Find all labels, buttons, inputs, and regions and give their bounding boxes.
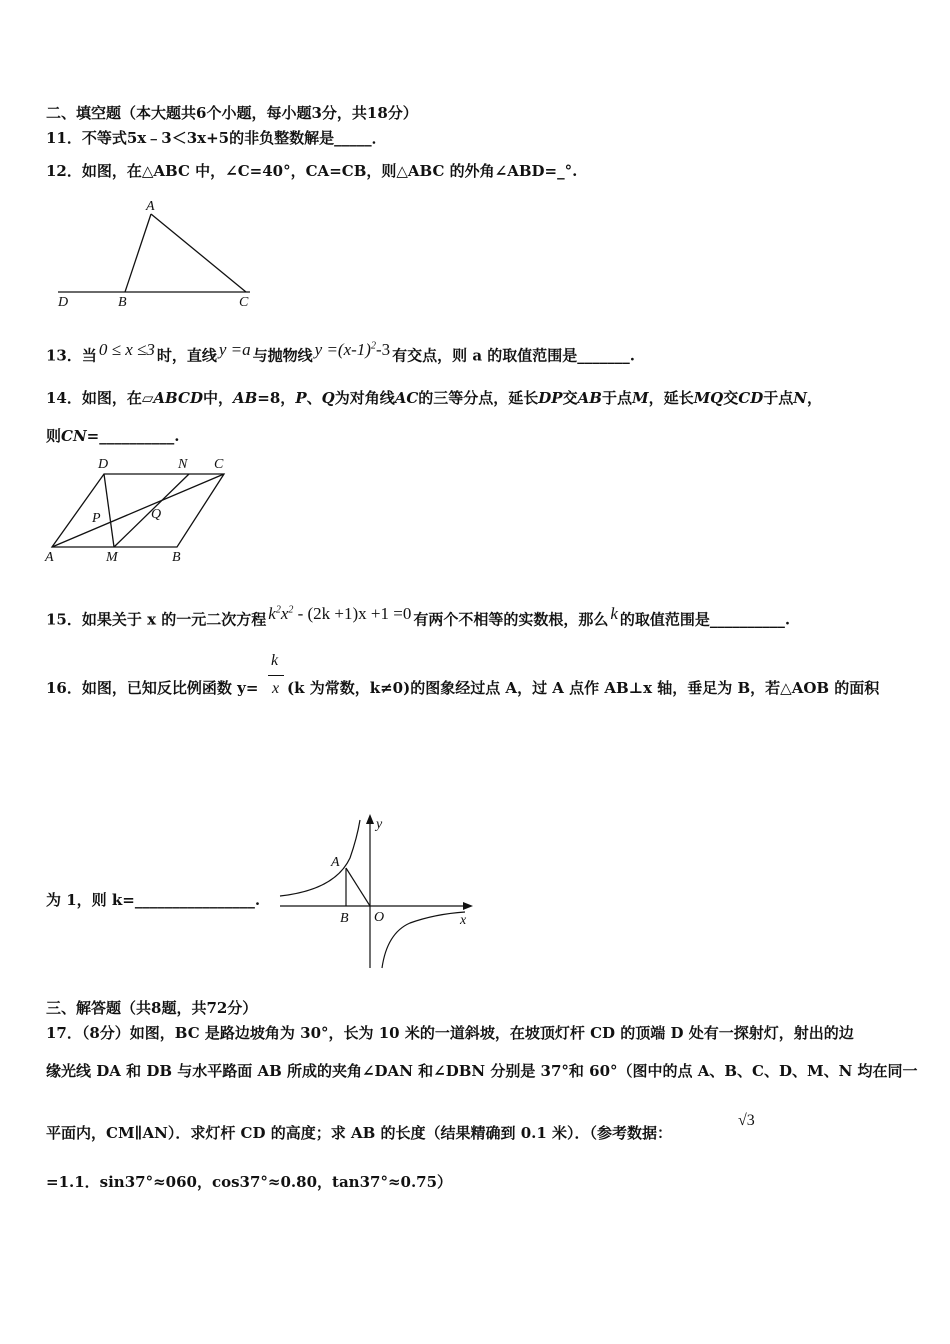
question-17-line1: 17．（8分）如图，BC 是路边坡角为 30°，长为 10 米的一道斜坡，在坡顶灯杆 CD 的顶端 D 处有一探射灯，射出的边 [46,1024,854,1042]
question-14-line2: 则CN=__________. [46,427,180,445]
parallelogram-figure [42,452,242,567]
question-17-line2: 缘光线 DA 和 DB 与水平路面 AB 所成的夹角∠DAN 和∠DBN 分别是 37°和 60°（图中的点 A、B、C、D、M、N 均在同一 [46,1062,918,1080]
math-parabola: $y =(x-1)^2-3$ [314,339,391,359]
question-12: 12．如图，在△ABC 中，∠C=40°，CA=CB，则△ABC 的外角∠ABD=_°. [46,162,578,180]
label-x: x [460,913,467,928]
sqrt-3: √3 [738,1112,755,1129]
question-17-line3: 平面内，CM∥AN）．求灯杆 CD 的高度；求 AB 的长度（结果精确到 0.1 米）．（参考数据： [46,1124,673,1142]
question-16: 16．如图，已知反比例函数 y= [46,679,259,697]
label-c: C [239,295,249,310]
label-a: A [45,550,54,565]
label-d: D [58,295,69,310]
hyperbola-branch-left [280,820,360,896]
x-arrow [463,902,473,910]
segment-ao [346,868,370,906]
segment-dm [104,474,114,547]
label-n: N [178,457,188,472]
section-title: 二、填空题（本大题共6个小题，每小题3分，共18分） [46,104,418,122]
label-d: D [98,457,109,472]
question-14: 14．如图，在▱ABCD中，AB=8，P、Q为对角线AC的三等分点，延长DP交AB于点M，延长MQ交CD于点N， [46,389,822,407]
question-16-rest: (k 为常数，k≠0)的图象经过点 A，过 A 点作 AB⊥x 轴，垂足为 B，若△AOB 的面积 [287,679,880,697]
hyperbola-branch-right [382,912,465,968]
label-a: A [146,199,155,214]
fraction-denominator: x [272,680,280,697]
label-c: C [214,457,224,472]
question-16-line2: 为 1，则 k=________________. [46,891,261,909]
label-b: B [118,295,127,310]
math-k: k [610,603,618,623]
label-a: A [331,855,340,870]
label-o: O [374,910,385,925]
question-13: 13．当 0 ≤ x ≤3 时，直线 y =a 与抛物线 $y =(x-1)^2-3$ 有交点，则 a 的取值范围是_______. [46,339,636,365]
fraction-numerator: k [271,652,279,669]
label-b: B [172,550,181,565]
label-q: Q [151,507,162,522]
segment-ac [151,214,246,292]
math-inequality: 0 ≤ x ≤3 [98,339,155,359]
question-11: 11．不等式5x﹣3＜3x+5的非负整数解是_____． [46,129,387,147]
triangle-figure [50,192,260,312]
fraction-bar [268,675,284,676]
hyperbola-figure [275,808,485,973]
math-quadratic: $k^2x^2 - (2k +1)x +1 =0$ [268,603,412,623]
question-17-line4: =1.1．sin37°≈060，cos37°≈0.80，tan37°≈0.75） [46,1173,453,1191]
math-line: y =a [218,339,251,359]
question-15: 15．如果关于 x 的一元二次方程 $k^2x^2 - (2k +1)x +1 =0$ 有两个不相等的实数根，那么 k 的取值范围是__________. [46,603,791,629]
section-title-3: 三、解答题（共8题，共72分） [46,999,258,1017]
y-arrow [366,814,374,824]
label-m: M [106,550,118,565]
segment-ab [125,214,151,292]
label-p: P [92,511,101,526]
label-y: y [376,817,383,832]
label-b: B [340,911,349,926]
